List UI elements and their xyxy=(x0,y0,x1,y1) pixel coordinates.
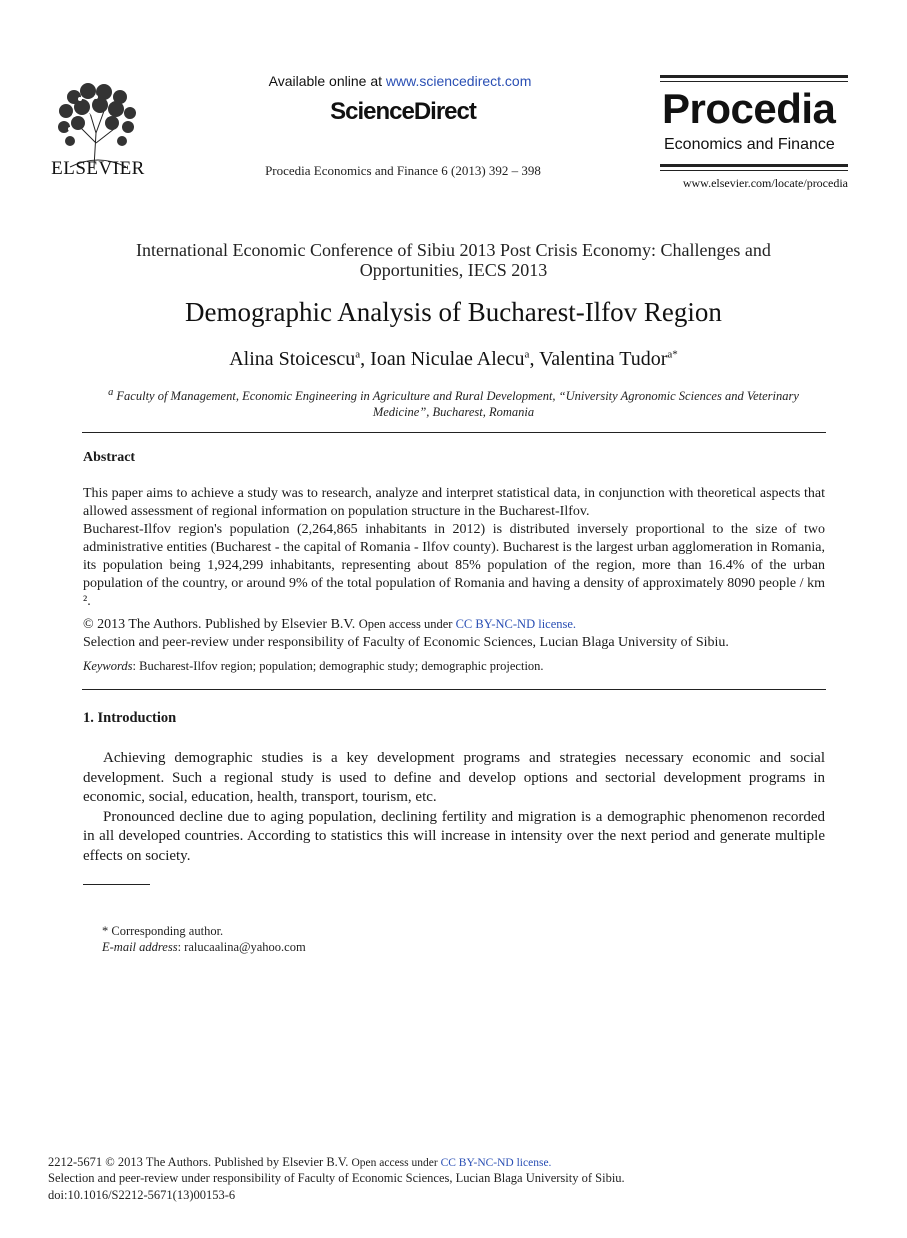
corresponding-author-note: * Corresponding author. xyxy=(102,924,224,938)
footer-copyright xyxy=(48,1155,551,1170)
abstract-body xyxy=(83,485,825,652)
keywords-line xyxy=(83,659,544,674)
sciencedirect-logo: ScienceDirect xyxy=(330,98,476,125)
keywords-label: Keywords xyxy=(83,659,133,673)
footer-doi: doi:10.1016/S2212-5671(13)00153-6 xyxy=(48,1188,236,1202)
author-name: Valentina Tudor xyxy=(539,348,668,370)
footnote-rule xyxy=(83,884,150,885)
journal-citation: Procedia Economics and Finance 6 (2013) 392 – 398 xyxy=(265,163,541,178)
author-separator: , xyxy=(529,348,540,370)
author-name: Alina Stoicescu xyxy=(229,348,356,370)
procedia-rule-top-thin xyxy=(660,81,848,82)
footer-peer-review: Selection and peer-review under responsibility of Faculty of Economic Sciences, Lucian Blaga University of Sibiu. xyxy=(48,1171,625,1185)
procedia-rule-top xyxy=(660,75,848,78)
author-sup: a xyxy=(355,348,361,361)
footer-open-access: Open access under xyxy=(351,1157,441,1169)
affiliation-sup: a xyxy=(108,387,114,398)
divider-bottom xyxy=(82,689,826,690)
procedia-logo: Procedia xyxy=(662,85,836,132)
abstract-paragraph: This paper aims to achieve a study was to research, analyze and interpret statistical data, in conjunction with theoretical aspects that allowed assessment of regional information on population structure in the Bucharest-Ilfov. xyxy=(83,486,825,519)
abstract-heading: Abstract xyxy=(83,450,136,465)
email-address: : ralucaalina@yahoo.com xyxy=(177,940,306,954)
paper-title: Demographic Analysis of Bucharest-Ilfov Region xyxy=(185,297,722,327)
introduction-body xyxy=(83,749,825,866)
introduction-paragraph: Pronounced decline due to aging population, declining fertility and migration is a demographic phenomenon recorded in all developed countries. According to statistics this will increase in intensity over the next period and generate multiple effects on society. xyxy=(83,808,825,864)
peer-review-line: Selection and peer-review under responsibility of Faculty of Economic Sciences, Lucian Blaga University of Sibiu. xyxy=(83,635,729,650)
procedia-rule-bottom-thin xyxy=(660,170,848,171)
conference-name: International Economic Conference of Sibiu 2013 Post Crisis Economy: Challenges and Opportunities, IECS 2013 xyxy=(136,240,771,280)
abstract-paragraph: Bucharest-Ilfov region's population (2,264,865 inhabitants in 2012) is distributed inversely proportional to the size of two administrative entities (Bucharest - the capital of Romania - Ilfov county). Bucharest is the largest urban agglomeration in Romania, its population being 1,924,299 inhabitants, representing about 85% population of the region, more than 16.4% of the urban population of the country, or around 9% of the total population of Romania and having a density of approximately 8090 people / km ². xyxy=(83,522,825,609)
author-sup: a xyxy=(524,348,530,361)
introduction-heading: 1. Introduction xyxy=(83,710,177,726)
divider-top xyxy=(82,432,826,433)
author-name: Ioan Niculae Alecu xyxy=(370,348,525,370)
available-online-line xyxy=(200,73,600,89)
sciencedirect-link[interactable]: www.sciencedirect.com xyxy=(385,73,532,89)
affiliation-university: “University Agronomic Sciences and Veterinary Medicine”, Bucharest, Romania xyxy=(372,389,799,420)
open-access-text: Open access under xyxy=(358,617,456,631)
procedia-rule-bottom xyxy=(660,164,848,167)
footer-issn: 2212-5671 © 2013 The Authors. Published by Elsevier B.V. xyxy=(48,1155,352,1169)
copyright-line xyxy=(83,615,825,634)
elsevier-logo-text: ELSEVIER xyxy=(51,158,145,179)
copyright-text: © 2013 The Authors. Published by Elsevier B.V. xyxy=(83,617,359,632)
email-line xyxy=(102,940,306,955)
affiliation-text: Faculty of Management, Economic Engineering in Agriculture and Rural Development, xyxy=(113,389,559,404)
author-separator: , xyxy=(360,348,371,370)
email-label: E-mail address xyxy=(102,940,178,954)
author-list xyxy=(80,348,827,371)
introduction-paragraph: Achieving demographic studies is a key development programs and strategies necessary economic and social development. Such a regional study is used to define and develop options and sectorial development programs in economic, social, education, health, transport, tourism, etc. xyxy=(83,750,825,805)
keywords-text: : Bucharest-Ilfov region; population; demographic study; demographic projection. xyxy=(132,659,544,673)
available-online-label: Available online at xyxy=(268,73,386,89)
procedia-url-link[interactable]: www.elsevier.com/locate/procedia xyxy=(682,176,848,190)
affiliation xyxy=(90,385,817,420)
footer-license-link[interactable]: CC BY-NC-ND license. xyxy=(440,1157,552,1169)
procedia-subtitle: Economics and Finance xyxy=(664,136,835,153)
license-link[interactable]: CC BY-NC-ND license. xyxy=(455,617,577,631)
author-sup: a* xyxy=(667,348,678,361)
